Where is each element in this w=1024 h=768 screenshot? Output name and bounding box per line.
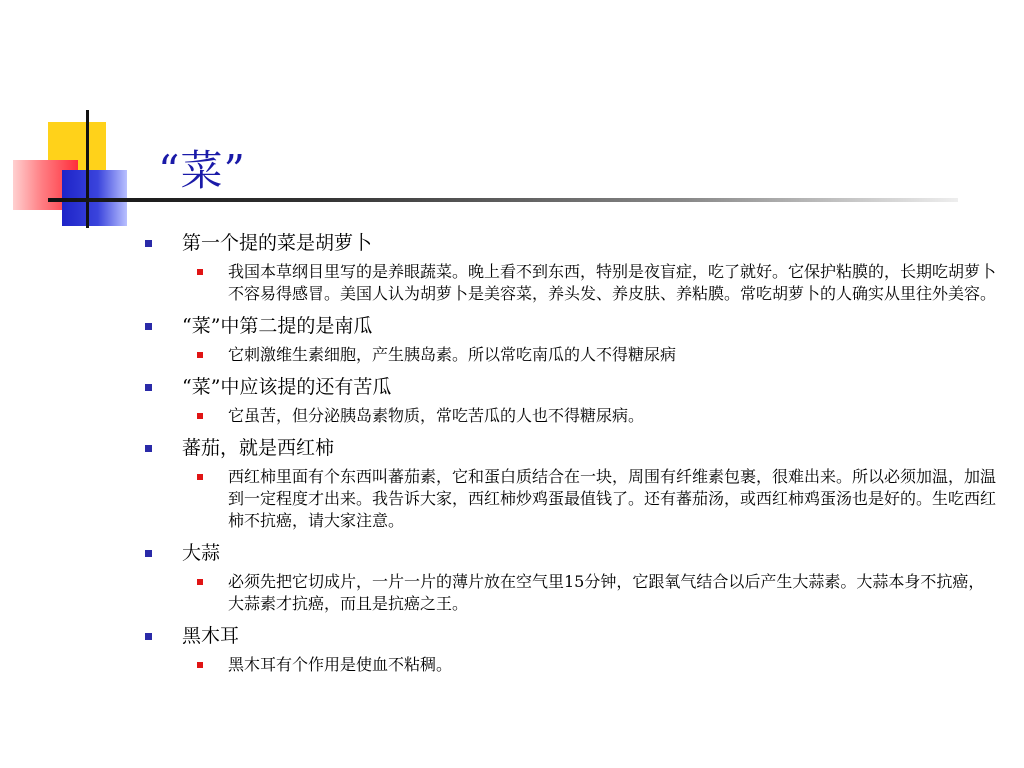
bullet-item-bitter-melon	[140, 374, 1000, 400]
sub-bullet-item	[140, 405, 1000, 427]
square-bullet-icon	[197, 413, 203, 419]
bullet-heading: 大蒜	[182, 542, 221, 564]
square-bullet-icon	[197, 662, 203, 668]
bullet-heading: 第一个提的菜是胡萝卜	[182, 232, 373, 254]
sub-bullet-text: 它虽苦，但分泌胰岛素物质，常吃苦瓜的人也不得糖尿病。	[228, 406, 645, 425]
sub-bullet-text: 黑木耳有个作用是使血不粘稠。	[228, 655, 453, 674]
sub-bullet-text: 西红柿里面有个东西叫蕃茄素，它和蛋白质结合在一块，周围有纤维素包裹，很难出来。所以必须加温，加温到一定程度才出来。我告诉大家，西红柿炒鸡蛋最值钱了。还有蕃茄汤，或西红柿鸡蛋汤也是好的。生吃西红柿不抗癌，请大家注意。	[228, 467, 997, 530]
sub-bullet-text: 必须先把它切成片，一片一片的薄片放在空气里15分钟，它跟氧气结合以后产生大蒜素。大蒜本身不抗癌，大蒜素才抗癌，而且是抗癌之王。	[228, 572, 985, 613]
square-bullet-icon	[145, 323, 152, 330]
slide-title: “菜”	[158, 146, 246, 195]
square-bullet-icon	[145, 633, 152, 640]
square-bullet-icon	[197, 579, 203, 585]
bullet-item-carrot	[140, 230, 1000, 256]
square-bullet-icon	[197, 269, 203, 275]
bullet-item-tomato	[140, 435, 1000, 461]
bullet-list	[140, 230, 1000, 682]
square-bullet-icon	[197, 352, 203, 358]
sub-bullet-item	[140, 261, 1000, 305]
bullet-item-garlic	[140, 540, 1000, 566]
slide-logo-decoration	[0, 0, 140, 240]
square-bullet-icon	[145, 445, 152, 452]
square-bullet-icon	[145, 240, 152, 247]
vertical-rule	[86, 110, 89, 228]
sub-bullet-item	[140, 654, 1000, 676]
bullet-heading: 黑木耳	[182, 625, 240, 647]
bullet-heading: “菜”中第二提的是南瓜	[182, 315, 373, 337]
bullet-heading: 蕃茄，就是西红柿	[182, 437, 335, 459]
sub-bullet-item	[140, 466, 1000, 532]
sub-bullet-item	[140, 344, 1000, 366]
sub-bullet-text: 我国本草纲目里写的是养眼蔬菜。晚上看不到东西，特别是夜盲症，吃了就好。它保护粘膜的，长期吃胡萝卜不容易得感冒。美国人认为胡萝卜是美容菜，养头发、养皮肤、养粘膜。常吃胡萝卜的人确实从里往外美容。	[228, 262, 997, 303]
sub-bullet-text: 它刺激维生素细胞，产生胰岛素。所以常吃南瓜的人不得糖尿病	[228, 345, 677, 364]
bullet-item-pumpkin	[140, 313, 1000, 339]
sub-bullet-item	[140, 571, 1000, 615]
square-bullet-icon	[145, 550, 152, 557]
title-underline-rule	[48, 198, 958, 202]
bullet-item-black-fungus	[140, 623, 1000, 649]
square-bullet-icon	[197, 474, 203, 480]
bullet-heading: “菜”中应该提的还有苦瓜	[182, 376, 392, 398]
square-bullet-icon	[145, 384, 152, 391]
